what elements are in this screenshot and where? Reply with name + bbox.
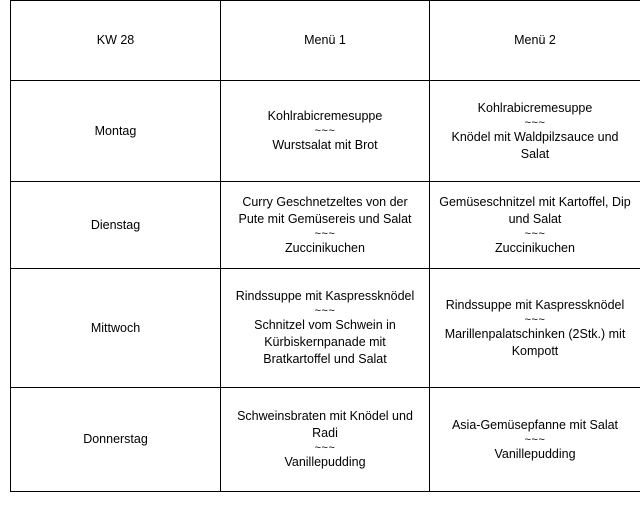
course-separator: ~~~ (314, 227, 336, 240)
table-row-donnerstag (11, 388, 640, 492)
dish-main: Wurstsalat mit Brot (272, 138, 378, 152)
course-separator: ~~~ (524, 313, 546, 326)
course-separator: ~~~ (314, 442, 336, 454)
mittwoch-menu2-cell (430, 269, 640, 388)
day-label-dienstag: Dienstag (11, 182, 221, 269)
montag-menu2-cell (430, 81, 640, 182)
dish-main: Marillenpalatschinken (2Stk.) mit Kompott (444, 326, 626, 358)
header-row (11, 1, 640, 81)
donnerstag-menu1-cell (221, 388, 430, 492)
dish-starter: Kohlrabicremesuppe (267, 109, 383, 123)
day-label-mittwoch: Mittwoch (11, 269, 221, 388)
course-separator: ~~~ (314, 125, 336, 137)
dish-dessert: Vanillepudding (284, 455, 366, 469)
table-row-montag (11, 81, 640, 182)
day-label-montag: Montag (11, 81, 221, 182)
dish-starter: Rindssuppe mit Kaspressknödel (235, 289, 415, 303)
dish-main: Gemüseschnitzel mit Kartoffel, Dip und Salat (439, 194, 631, 226)
course-separator: ~~~ (524, 116, 546, 129)
course-separator: ~~~ (524, 433, 546, 446)
weekly-menu-table (10, 0, 640, 492)
course-separator: ~~~ (314, 305, 336, 317)
dish-main: Knödel mit Waldpilzsauce und Salat (451, 129, 619, 161)
dish-dessert: Zuccinikuchen (495, 240, 575, 255)
table-row-dienstag (11, 182, 640, 269)
mittwoch-menu1-cell (221, 269, 430, 388)
menu1-header: Menü 1 (221, 1, 430, 81)
montag-menu1-cell (221, 81, 430, 182)
dish-dessert: Zuccinikuchen (285, 240, 365, 255)
donnerstag-menu2-cell (430, 388, 640, 492)
dienstag-menu1-cell (221, 182, 430, 269)
dish-starter: Kohlrabicremesuppe (477, 100, 593, 115)
day-label-donnerstag: Donnerstag (11, 388, 221, 492)
week-header: KW 28 (11, 1, 221, 81)
dish-main: Schweinsbraten mit Knödel und Radi (237, 409, 413, 440)
table-row-mittwoch (11, 269, 640, 388)
dish-dessert: Vanillepudding (494, 446, 576, 461)
course-separator: ~~~ (524, 227, 546, 240)
dienstag-menu2-cell (430, 182, 640, 269)
dish-starter: Rindssuppe mit Kaspressknödel (445, 297, 625, 312)
dish-main: Asia-Gemüsepfanne mit Salat (451, 417, 619, 432)
dish-main: Schnitzel vom Schwein in Kürbiskernpanade mit Bratkartoffel und Salat (254, 318, 396, 366)
dish-main: Curry Geschnetzeltes von der Pute mit Gemüsereis und Salat (238, 194, 412, 226)
menu2-header: Menü 2 (430, 1, 640, 81)
